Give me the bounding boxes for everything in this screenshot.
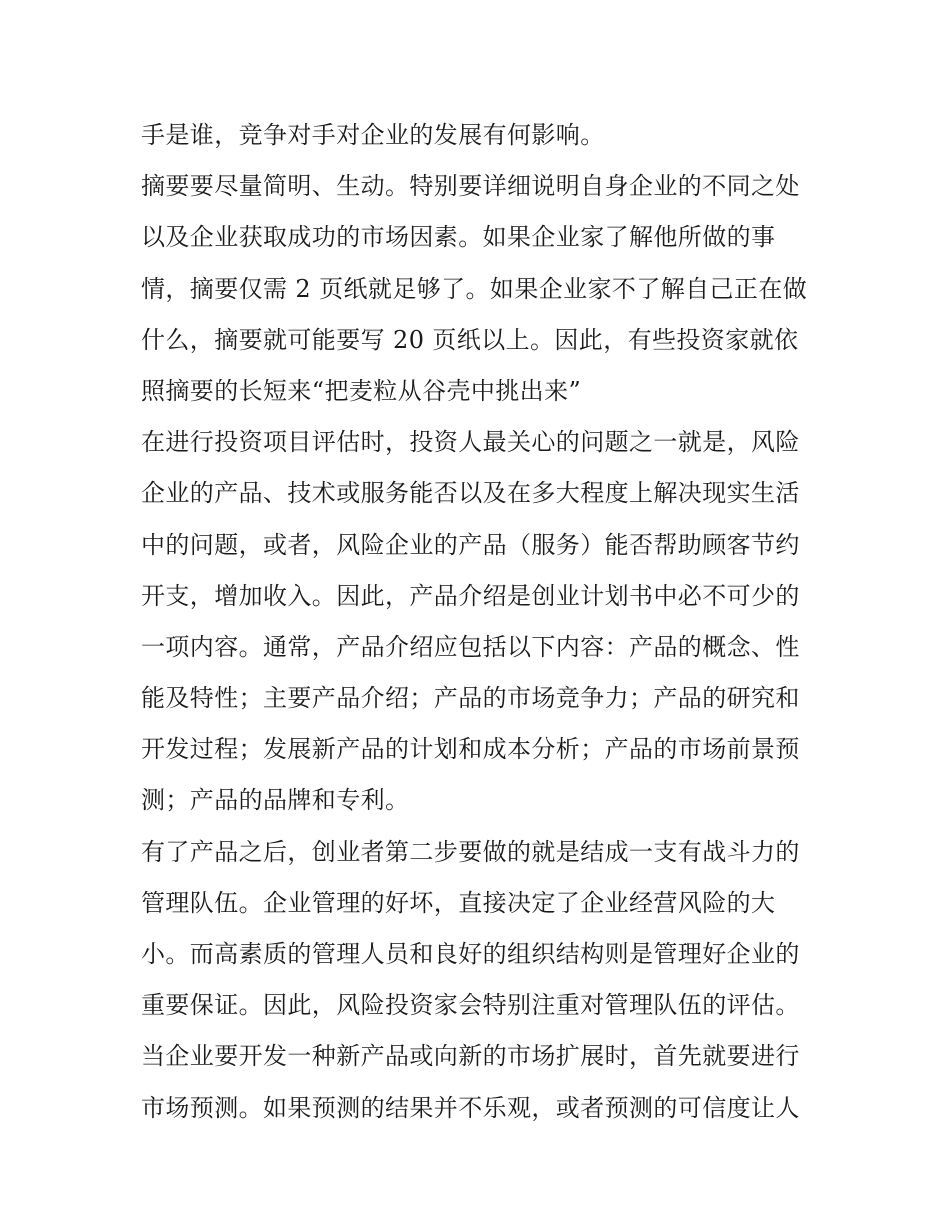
text-line: 能及特性；主要产品介绍；产品的市场竞争力；产品的研究和 bbox=[141, 684, 800, 713]
text-line: 测；产品的品牌和专利。 bbox=[141, 786, 410, 815]
text-line: 照摘要的长短来“把麦粒从谷壳中挑出来” bbox=[141, 376, 582, 405]
text-line: 市场预测。如果预测的结果并不乐观，或者预测的可信度让人 bbox=[141, 1093, 800, 1122]
text-line: 开支，增加收入。因此，产品介绍是创业计划书中必不可少的 bbox=[141, 581, 800, 610]
text-line: 管理队伍。企业管理的好坏，直接决定了企业经营风险的大 bbox=[141, 888, 776, 917]
text-line: 当企业要开发一种新产品或向新的市场扩展时，首先就要进行 bbox=[141, 1042, 800, 1071]
text-line: 小。而高素质的管理人员和良好的组织结构则是管理好企业的 bbox=[141, 940, 800, 968]
text-line: 以及企业获取成功的市场因素。如果企业家了解他所做的事 bbox=[141, 223, 776, 252]
text-line: 一项内容。通常，产品介绍应包括以下内容：产品的概念、性 bbox=[141, 632, 800, 661]
text-line: 情，摘要仅需 2 页纸就足够了。如果企业家不了解自己正在做 bbox=[141, 274, 808, 303]
document-body bbox=[141, 110, 821, 1134]
text-line: 有了产品之后，创业者第二步要做的就是结成一支有战斗力的 bbox=[141, 837, 800, 866]
text-line: 重要保证。因此，风险投资家会特别注重对管理队伍的评估。 bbox=[141, 991, 800, 1020]
text-line: 在进行投资项目评估时，投资人最关心的问题之一就是，风险 bbox=[141, 428, 800, 457]
text-line: 开发过程；发展新产品的计划和成本分析；产品的市场前景预 bbox=[141, 735, 800, 764]
text-line: 什么，摘要就可能要写 20 页纸以上。因此，有些投资家就依 bbox=[141, 325, 799, 354]
text-line: 中的问题，或者，风险企业的产品（服务）能否帮助顾客节约 bbox=[141, 530, 800, 559]
text-line: 摘要要尽量简明、生动。特别要详细说明自身企业的不同之处 bbox=[141, 172, 800, 201]
text-line: 手是谁，竞争对手对企业的发展有何影响。 bbox=[141, 121, 605, 149]
text-line: 企业的产品、技术或服务能否以及在多大程度上解决现实生活 bbox=[141, 479, 800, 508]
